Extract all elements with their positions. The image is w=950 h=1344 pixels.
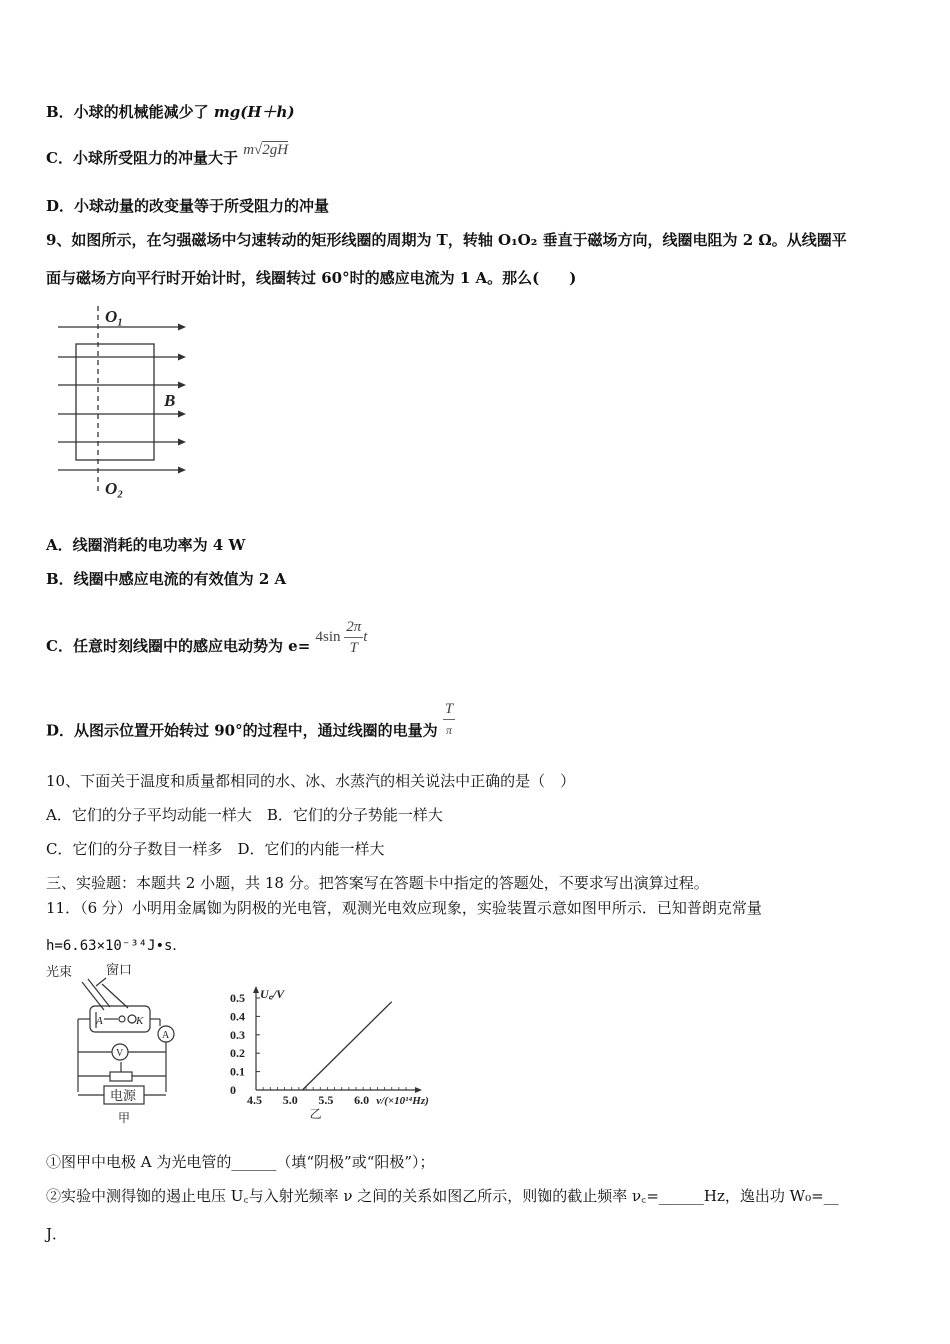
x-axis-label: ν/(×10¹⁴Hz) xyxy=(376,1095,429,1107)
y-tick-label: 0.4 xyxy=(230,1009,245,1024)
q11-stem-line1: 11．（6 分）小明用金属铷为阴极的光电管，观测光电效应现象，实验装置示意如图甲所示．已知普朗克常量 xyxy=(46,899,762,917)
q8-option-b-text: B．小球的机械能减少了 xyxy=(46,103,214,121)
x-axis-arrow xyxy=(415,1087,422,1093)
caption-jia: 甲 xyxy=(118,1111,131,1125)
y-tick-label: 0.2 xyxy=(230,1046,245,1061)
y-axis-arrow xyxy=(253,986,259,993)
x-tick-label: 5.0 xyxy=(282,1093,298,1107)
y-axis-label: U꜀/V xyxy=(260,987,285,1001)
q10-options-cd: C．它们的分子数目一样多 D．它们的内能一样大 xyxy=(46,840,385,858)
q9-option-c-t: t xyxy=(363,628,368,645)
q9-option-c-coef: 4sin xyxy=(315,628,341,645)
label-electrode-a: A xyxy=(96,1015,103,1027)
q9-option-b: B．线圈中感应电流的有效值为 2 A xyxy=(46,570,287,588)
y-tick-label: 0.3 xyxy=(230,1027,245,1042)
x-tick-label: 4.5 xyxy=(247,1093,262,1107)
q11-figure-jia-circuit xyxy=(44,962,184,1128)
q9-option-d xyxy=(46,701,455,752)
q9-option-d-num: T xyxy=(443,699,455,720)
rheostat xyxy=(110,1072,132,1081)
series-line xyxy=(302,1002,391,1090)
q9-option-d-text: D．从图示位置开始转过 90°的过程中，通过线圈的电量为 xyxy=(46,721,438,740)
q9-option-c-fraction xyxy=(344,617,363,658)
label-light-beam: 光束 xyxy=(46,964,73,979)
q9-stem-line1: 9、如图所示，在匀强磁场中匀速转动的矩形线圈的周期为 T，转轴 O₁O₂ 垂直于磁场方向，线圈电阻为 2 Ω。从线圈平 xyxy=(46,231,847,249)
q9-stem-line2: 面与磁场方向平行时开始计时，线圈转过 60°时的感应电流为 1 A。那么( ) xyxy=(46,269,577,287)
q11-subquestion-2: ②实验中测得铷的遏止电压 U꜀与入射光频率 ν 之间的关系如图乙所示，则铷的截止频率 ν꜀=______Hz，逸出功 W₀=__ xyxy=(46,1187,839,1205)
y-tick-label: 0 xyxy=(230,1083,236,1097)
y-tick-label: 0.1 xyxy=(230,1064,245,1079)
q8-option-d: D．小球动量的改变量等于所受阻力的冲量 xyxy=(46,197,330,215)
q11-figure-yi-chart xyxy=(216,982,446,1122)
section-3-heading: 三、实验题：本题共 2 小题，共 18 分。把答案写在答题卡中指定的答题处，不要求写出演算过程。 xyxy=(46,874,709,892)
label-window: 窗口 xyxy=(106,962,133,977)
q11-subquestion-2-end: J． xyxy=(46,1225,68,1243)
q8-option-c-math xyxy=(243,142,288,158)
q9-option-c-den: T xyxy=(349,640,358,656)
q9-option-d-fraction xyxy=(443,699,455,740)
q9-option-c-text: C．任意时刻线圈中的感应电动势为 e= xyxy=(46,636,311,655)
q8-option-c-m: m xyxy=(243,142,255,158)
q9-option-a: A．线圈消耗的电功率为 4 W xyxy=(46,536,246,554)
q10-options-ab: A．它们的分子平均动能一样大 B．它们的分子势能一样大 xyxy=(46,806,443,824)
q9-figure-coil-in-field xyxy=(50,302,200,502)
sqrt-sign: √ xyxy=(254,142,263,158)
y-tick-label: 0.5 xyxy=(230,991,245,1005)
q8-option-c-text: C．小球所受阻力的冲量大于 xyxy=(46,149,238,167)
label-voltmeter: V xyxy=(116,1048,124,1059)
x-tick-label: 6.0 xyxy=(354,1093,370,1107)
q8-option-b xyxy=(46,102,295,122)
label-power-source: 电源 xyxy=(110,1088,137,1103)
q11-stem-line2: h=6.63×10⁻³⁴J•s． xyxy=(46,938,187,954)
q8-option-b-expr: mg(H＋h) xyxy=(213,103,295,121)
label-o1: O₁ xyxy=(105,307,124,326)
label-o2: O₂ xyxy=(105,479,124,498)
x-tick-label: 5.5 xyxy=(318,1093,334,1107)
q10-stem: 10、下面关于温度和质量都相同的水、冰、水蒸汽的相关说法中正确的是（ ） xyxy=(46,772,576,790)
q8-option-c xyxy=(46,142,289,169)
label-ammeter: A xyxy=(162,1030,170,1041)
chart-caption: 乙 xyxy=(309,1107,322,1121)
q11-subquestion-1: ①图甲中电极 A 为光电管的______（填“阴极”或“阳极”）； xyxy=(46,1153,435,1171)
q8-option-c-radicand: 2gH xyxy=(262,142,289,158)
q9-option-d-den: π xyxy=(446,723,453,737)
label-b: B xyxy=(164,391,176,410)
q9-option-c-num: 2π xyxy=(344,617,363,638)
label-electrode-k: K xyxy=(136,1015,144,1027)
q9-option-c xyxy=(46,619,368,668)
